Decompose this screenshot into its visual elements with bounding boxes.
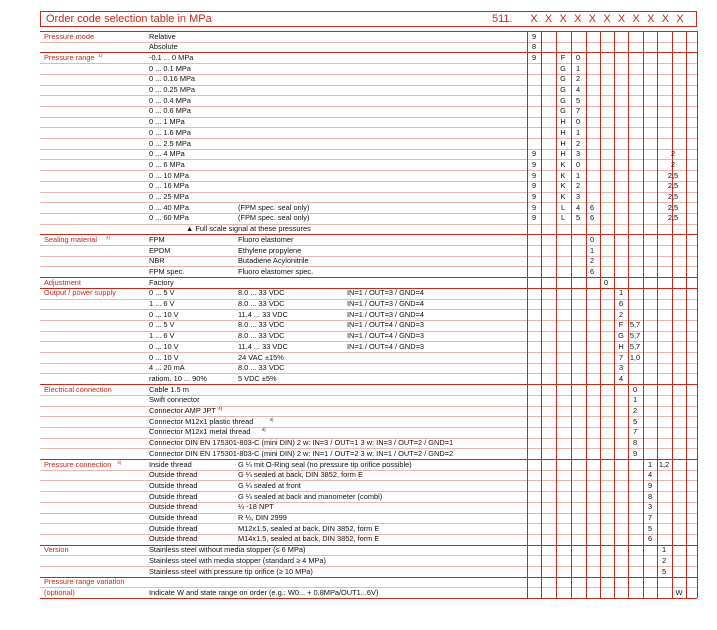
- row-divider: [40, 277, 697, 278]
- row-label: 0 ... 2.5 MPa: [149, 138, 191, 148]
- row-label: Connector DIN EN 175301-803-C (mini DIN) 2 w: IN=3 / OUT=1 3 w: IN=3 / OUT=2 / GND=1: [149, 438, 454, 448]
- code-cell: 3: [618, 363, 624, 373]
- code-cell: G: [618, 331, 624, 341]
- code-cell: 9: [531, 192, 537, 201]
- row-label: 0 ... 0.6 MPa: [149, 106, 191, 116]
- row-divider: [40, 234, 697, 235]
- row-pinout: IN=1 / OUT=3 / GND=4: [347, 309, 425, 319]
- row-label: Outside thread: [149, 502, 198, 512]
- row-label: Stainless steel without media stopper (≤ 6 MPa): [149, 545, 306, 555]
- row-divider: [40, 224, 697, 225]
- code-cell: G: [560, 63, 566, 73]
- row-label: Connector M12x1 metal thread: [149, 427, 251, 437]
- code-cell: 2: [575, 138, 581, 148]
- row-divider: [40, 181, 697, 182]
- code-cell: 3: [575, 149, 581, 159]
- row-pinout: IN=1 / OUT=3 / GND=4: [347, 288, 425, 298]
- code-cell: H: [618, 341, 624, 351]
- code-cell: 5: [575, 95, 581, 105]
- row-label: Inside thread: [149, 459, 192, 469]
- row-label: 0 ... 25 MPa: [149, 192, 189, 201]
- code-cell: H: [560, 127, 566, 137]
- header-x-mark: X: [588, 13, 597, 25]
- row-divider: [40, 170, 697, 171]
- row-label: Outside thread: [149, 513, 198, 522]
- row-supply: 8.0 ... 33 VDC: [238, 320, 285, 330]
- row-divider: [40, 566, 697, 567]
- code-cell: 1: [661, 545, 667, 555]
- row-label: 1 ... 6 V: [149, 299, 175, 308]
- row-divider: [40, 213, 697, 214]
- column-divider: [672, 31, 673, 598]
- row-label: 0 ... 5 V: [149, 288, 175, 298]
- section-label: Sealing material: [44, 234, 97, 244]
- section-label: Pressure mode: [44, 31, 95, 41]
- code-cell: 2: [618, 309, 624, 319]
- code-cell: 2,5: [667, 213, 679, 223]
- row-divider: [40, 502, 697, 503]
- row-pinout: IN=1 / OUT=4 / GND=3: [347, 320, 425, 330]
- code-cell: 4: [575, 202, 581, 212]
- row-label: 0 ... 10 MPa: [149, 170, 189, 180]
- code-cell: 5: [632, 416, 638, 426]
- column-divider: [541, 31, 542, 598]
- code-cell: 9: [632, 448, 638, 458]
- row-pinout: IN=1 / OUT=3 / GND=4: [347, 299, 425, 308]
- row-detail: G ¼ sealed at back and manometer (combi): [238, 491, 383, 501]
- row-label: ratiom. 10 ... 90%: [149, 373, 207, 383]
- row-pinout: IN=1 / OUT=4 / GND=3: [347, 341, 425, 351]
- code-cell: H: [560, 117, 566, 127]
- code-cell: 9: [531, 202, 537, 212]
- code-cell: 6: [647, 534, 653, 544]
- code-cell: 7: [632, 427, 638, 437]
- row-detail: (FPM spec. seal only): [238, 213, 310, 223]
- row-label: 0 ... 10 V: [149, 352, 179, 362]
- code-cell: K: [560, 159, 566, 169]
- row-footnote: 4): [261, 427, 266, 433]
- column-divider: [628, 31, 629, 598]
- code-cell: 9: [531, 170, 537, 180]
- row-supply: 8.0 ... 33 VDC: [238, 331, 285, 341]
- row-footnote: 4): [218, 406, 223, 411]
- row-divider: [40, 202, 697, 203]
- row-divider: [40, 159, 697, 160]
- row-divider: [40, 117, 697, 118]
- code-cell: 7: [575, 106, 581, 116]
- row-divider: [40, 545, 697, 546]
- code-cell: K: [560, 170, 566, 180]
- row-detail: M12x1.5, sealed at back, DIN 3852, form E: [238, 523, 380, 533]
- row-label: EPDM: [149, 245, 171, 255]
- row-label: 0 ... 0.4 MPa: [149, 95, 191, 105]
- code-cell: 5,7: [629, 341, 641, 351]
- row-divider: [40, 192, 697, 193]
- code-cell: 4: [618, 373, 624, 383]
- code-cell: H: [560, 149, 566, 159]
- row-label: Stainless steel with pressure tip orifice (≥ 10 MPa): [149, 566, 313, 576]
- row-label: -0.1 ... 0 MPa: [149, 52, 194, 62]
- code-cell: 1: [589, 245, 595, 255]
- code-cell: 9: [531, 159, 537, 169]
- row-label: NBR: [149, 256, 165, 266]
- code-cell: 1: [632, 395, 638, 405]
- row-label: 0 ... 10 V: [149, 309, 179, 319]
- header-x-mark: X: [603, 13, 611, 25]
- row-label: 0 ... 0.16 MPa: [149, 74, 196, 84]
- row-footnote: 4): [269, 416, 274, 422]
- code-cell: 2: [589, 256, 595, 266]
- code-cell: 0: [575, 52, 581, 62]
- row-label: Outside thread: [149, 480, 198, 490]
- section-label-note: 3): [117, 459, 122, 465]
- row-divider: [40, 42, 697, 43]
- header-x-mark: X: [530, 13, 538, 25]
- code-cell: 4: [575, 85, 581, 94]
- row-divider: [40, 384, 697, 385]
- code-cell: 9: [531, 213, 537, 223]
- column-divider: [600, 31, 601, 598]
- row-divider: [40, 106, 697, 107]
- code-cell: 6: [589, 213, 595, 223]
- row-divider: [40, 416, 697, 417]
- row-label: Absolute: [149, 42, 178, 52]
- row-supply: 24 VAC ±15%: [238, 352, 284, 362]
- row-divider: [40, 598, 697, 599]
- row-pinout: IN=1 / OUT=4 / GND=3: [347, 331, 425, 341]
- header-x-mark: X: [559, 13, 567, 25]
- code-cell: G: [560, 106, 566, 116]
- row-detail: G ¼ sealed at back, DIN 3852, form E: [238, 470, 363, 480]
- row-divider: [40, 149, 697, 150]
- row-divider: [40, 555, 697, 556]
- code-cell: 1: [575, 63, 581, 73]
- row-divider: [40, 363, 697, 364]
- section-label: Pressure range variation: [44, 577, 125, 587]
- row-detail: G ¼ mit O-Ring seal (no pressure tip orifice possible): [238, 459, 412, 469]
- column-divider: [686, 31, 687, 598]
- row-label: 0 ... 1.6 MPa: [149, 127, 191, 137]
- row-detail: Fluoro elastomer: [238, 234, 294, 244]
- code-cell: 2: [575, 181, 581, 191]
- row-divider: [40, 373, 697, 374]
- row-divider: [40, 577, 697, 578]
- row-label: Swift connector: [149, 395, 200, 405]
- section-label-note: 1): [98, 52, 103, 58]
- row-label: 0 ... 1 MPa: [149, 117, 185, 127]
- row-divider: [40, 52, 697, 53]
- header-x-mark: X: [544, 13, 553, 25]
- header-x-mark: X: [676, 13, 684, 25]
- code-cell: 6: [618, 299, 624, 308]
- code-cell: 1,0: [629, 352, 641, 362]
- row-label: Relative: [149, 31, 176, 41]
- code-cell: 2: [670, 149, 676, 159]
- code-cell: K: [560, 192, 566, 201]
- row-detail: (FPM spec. seal only): [238, 202, 310, 212]
- section-label: Adjustment: [44, 277, 81, 287]
- header-x-mark: X: [661, 13, 670, 25]
- code-cell: 1: [575, 170, 581, 180]
- row-detail: Fluoro elastomer spec.: [238, 266, 314, 276]
- row-divider: [40, 95, 697, 96]
- code-cell: H: [560, 138, 566, 148]
- order-code-prefix: 511.: [492, 13, 513, 25]
- row-divider: [40, 480, 697, 481]
- row-label: Connector AMP JPT: [149, 406, 216, 415]
- code-cell: W: [675, 587, 683, 597]
- code-cell: 9: [531, 52, 537, 62]
- header-x-mark: X: [647, 13, 655, 25]
- row-supply: 8.0 ... 33 VDC: [238, 363, 285, 373]
- row-label: 0 ... 0.1 MPa: [149, 63, 191, 73]
- code-cell: G: [560, 74, 566, 84]
- section-label: Electrical connection: [44, 384, 112, 394]
- code-cell: 5: [647, 523, 653, 533]
- code-cell: 6: [589, 202, 595, 212]
- row-divider: [40, 406, 697, 407]
- row-label: 0 ... 0.25 MPa: [149, 85, 196, 94]
- code-cell: 8: [531, 42, 537, 52]
- code-cell: 2: [632, 406, 638, 415]
- row-label: 0 ... 4 MPa: [149, 149, 185, 159]
- row-label: FPM spec.: [149, 266, 185, 276]
- row-label: Outside thread: [149, 491, 198, 501]
- code-cell: 0: [632, 384, 638, 394]
- code-cell: 2: [670, 159, 676, 169]
- code-cell: 0: [575, 159, 581, 169]
- code-cell: 9: [647, 480, 653, 490]
- row-supply: 11.4 ... 33 VDC: [238, 341, 288, 351]
- header-x-mark: X: [574, 13, 582, 25]
- code-cell: F: [560, 52, 566, 62]
- row-divider: [40, 127, 697, 128]
- section-label-sub: (optional): [44, 587, 75, 597]
- row-divider: [40, 427, 697, 428]
- code-cell: 0: [603, 277, 609, 287]
- row-label: 0 ... 10 V: [149, 341, 179, 351]
- code-cell: 7: [618, 352, 624, 362]
- row-supply: 8.0 ... 33 VDC: [238, 288, 285, 298]
- row-label: 0 ... 60 MPa: [149, 213, 189, 223]
- code-cell: L: [560, 213, 566, 223]
- column-divider: [527, 31, 528, 598]
- row-detail: Ethylene propylene: [238, 245, 302, 255]
- code-cell: 5: [661, 566, 667, 576]
- row-detail: Butadiene Acylonitrile: [238, 256, 309, 266]
- row-divider: [40, 63, 697, 64]
- row-detail: M14x1.5, sealed at back, DIN 3852, form E: [238, 534, 380, 544]
- code-cell: 0: [575, 117, 581, 127]
- row-supply: 11.4 ... 33 VDC: [238, 309, 288, 319]
- row-divider: [40, 31, 697, 32]
- row-label: 0 ... 6 MPa: [149, 159, 185, 169]
- row-label: Factory: [149, 277, 174, 287]
- row-divider: [40, 470, 697, 471]
- section-label: Output / power supply: [44, 288, 116, 298]
- code-cell: 5,7: [629, 331, 641, 341]
- section-label: Version: [44, 545, 69, 555]
- code-cell: 4: [647, 470, 653, 480]
- code-cell: 5: [575, 213, 581, 223]
- row-label: 0 ... 16 MPa: [149, 181, 189, 191]
- row-divider: [40, 266, 697, 267]
- row-label: 0 ... 5 V: [149, 320, 175, 330]
- row-label: 4 ... 20 mA: [149, 363, 185, 373]
- row-divider: [40, 85, 697, 86]
- row-detail: ¼ -18 NPT: [238, 502, 274, 512]
- code-cell: 2: [661, 555, 667, 565]
- row-detail: G ¼ sealed at front: [238, 480, 301, 490]
- code-cell: 3: [647, 502, 653, 512]
- row-divider: [40, 245, 697, 246]
- code-cell: 2,5: [667, 181, 679, 191]
- header-x-mark: X: [632, 13, 640, 25]
- code-cell: K: [560, 181, 566, 191]
- code-cell: 1,2: [658, 459, 670, 469]
- column-divider: [657, 31, 658, 598]
- code-cell: 6: [589, 266, 595, 276]
- code-cell: 1: [647, 459, 653, 469]
- row-divider: [40, 513, 697, 514]
- code-cell: 7: [647, 513, 653, 522]
- code-cell: 1: [618, 288, 624, 298]
- code-cell: L: [560, 202, 566, 212]
- row-label: Connector DIN EN 175301-803-C (mini DIN) 2 w: IN=1 / OUT=2 3 w: IN=1 / OUT=2 / GND=2: [149, 448, 454, 458]
- row-label: 0 ... 40 MPa: [149, 202, 189, 212]
- row-divider: [40, 74, 697, 75]
- row-label: Cable 1.5 m: [149, 384, 189, 394]
- row-label: Outside thread: [149, 470, 198, 480]
- row-label: Connector M12x1 plastic thread: [149, 416, 254, 426]
- header-x-mark: X: [617, 13, 626, 25]
- code-cell: 3: [575, 192, 581, 201]
- row-label: FPM: [149, 234, 165, 244]
- row-label: ▲ Full scale signal at these pressures: [186, 224, 311, 234]
- code-cell: 9: [531, 31, 537, 41]
- code-cell: 2,5: [667, 192, 679, 201]
- section-label: Pressure connection: [44, 459, 112, 469]
- row-supply: 5 VDC ±5%: [238, 373, 277, 383]
- code-cell: 9: [531, 181, 537, 191]
- code-cell: 2,5: [667, 202, 679, 212]
- code-cell: 5,7: [629, 320, 641, 330]
- section-label: Pressure range: [44, 52, 95, 62]
- row-label: Outside thread: [149, 523, 198, 533]
- row-detail: R ¼, DIN 2999: [238, 513, 287, 522]
- column-divider: [697, 31, 698, 598]
- code-cell: 0: [589, 234, 595, 244]
- code-cell: 8: [632, 438, 638, 448]
- code-cell: 2,5: [667, 170, 679, 180]
- code-cell: 8: [647, 491, 653, 501]
- row-supply: 8.0 ... 33 VDC: [238, 299, 285, 308]
- table-title: Order code selection table in MPa: [46, 13, 212, 25]
- code-cell: 1: [575, 127, 581, 137]
- row-label: Outside thread: [149, 534, 198, 544]
- row-label: Stainless steel with media stopper (standard ≥ 4 MPa): [149, 555, 326, 565]
- row-divider: [40, 138, 697, 139]
- code-cell: 2: [575, 74, 581, 84]
- row-divider: [40, 256, 697, 257]
- row-label: Indicate W and state range on order (e.g.: W0... + 0.8MPa/OUT1...6V): [149, 587, 379, 597]
- row-divider: [40, 352, 697, 353]
- column-divider: [586, 31, 587, 598]
- row-divider: [40, 395, 697, 396]
- code-cell: G: [560, 85, 566, 94]
- section-label-note: 4): [106, 234, 111, 240]
- code-cell: F: [618, 320, 624, 330]
- row-label: 1 ... 6 V: [149, 331, 175, 341]
- code-cell: 9: [531, 149, 537, 159]
- code-cell: G: [560, 95, 566, 105]
